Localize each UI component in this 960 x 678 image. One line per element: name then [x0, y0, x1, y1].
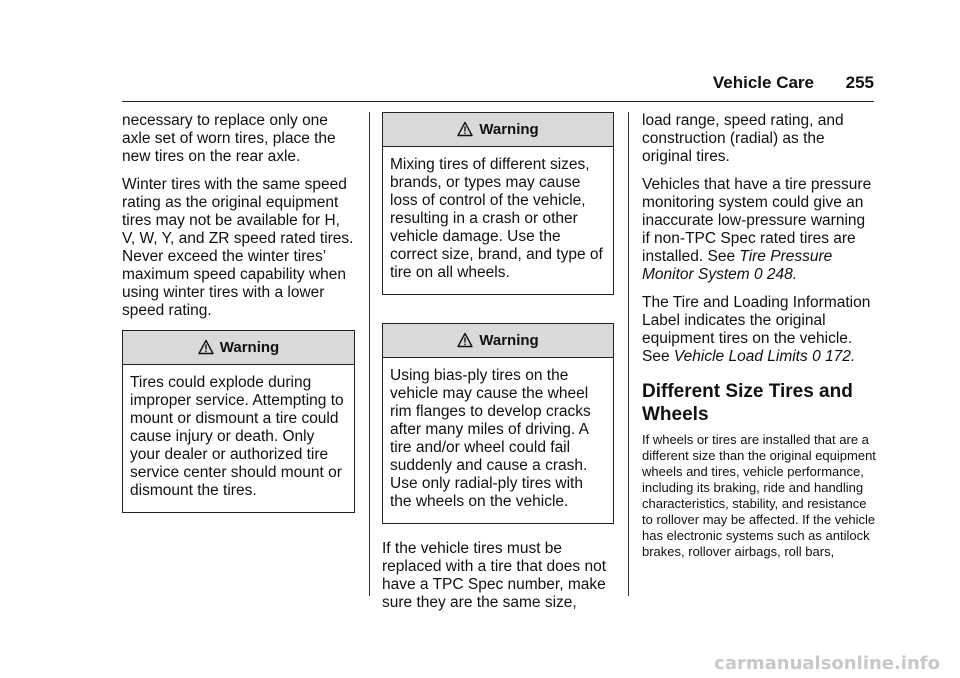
warning-icon	[198, 339, 214, 355]
warning-header	[383, 324, 613, 358]
paragraph	[642, 294, 876, 366]
paragraph: load range, speed rating, and construction (radial) as the original tires.	[642, 112, 844, 165]
column-divider	[369, 112, 370, 596]
column-3	[642, 112, 876, 570]
column-2	[382, 112, 614, 622]
page-header	[122, 73, 874, 101]
section-title: Vehicle Care	[712, 73, 814, 92]
cross-reference-link[interactable]: Tire Pressure Monitor System	[642, 248, 833, 283]
page-number: 255	[845, 73, 874, 92]
section-heading: Different Size Tires and Wheels	[642, 381, 853, 425]
warning-header	[123, 331, 354, 365]
paragraph: If wheels or tires are installed that are a different size than the original equipment wheels and tires, vehicle performance, including its braking, ride and handling characteristics, stability, and resistance to rollover may be affected. If the vehicle has electronic systems such as antilock brakes, rollover airbags, roll bars,	[642, 432, 876, 559]
warning-body	[123, 365, 354, 512]
warning-text: Using bias-ply tires on the vehicle may cause the wheel rim flanges to develop cracks after many miles of driving. A tire and/or wheel could fail suddenly and cause a crash. Use only radial-ply tires with the wheels on the vehicle.	[390, 367, 591, 510]
watermark: carmanualsonline.info	[714, 653, 940, 674]
cross-reference-link[interactable]: Vehicle Load Limits	[673, 348, 808, 365]
warning-label: Warning	[479, 121, 539, 138]
warning-body	[383, 358, 613, 523]
page-reference: 0 248.	[753, 266, 798, 283]
paragraph-text: The Tire and Loading Information Label indicates the original equipment tires on the vehicle. See	[642, 294, 871, 365]
warning-label: Warning	[219, 339, 280, 356]
paragraph: If the vehicle tires must be replaced with a tire that does not have a TPC Spec number, make sure they are the same size,	[382, 540, 607, 611]
warning-label: Warning	[479, 332, 539, 349]
paragraph: Winter tires with the same speed rating as the original equipment tires may not be available for H, V, W, Y, and ZR speed rated tires. Never exceed the winter tires’ maximum speed capability when using winter tires with a lower speed rating.	[122, 176, 354, 319]
header-rule	[122, 101, 874, 102]
paragraph	[642, 176, 876, 284]
paragraph-text: Vehicles that have a tire pressure monitoring system could give an inaccurate low-pressure warning if non-TPC Spec rated tires are installed. See	[642, 176, 872, 265]
warning-box	[382, 112, 614, 295]
warning-icon	[457, 332, 473, 348]
warning-header	[383, 113, 613, 147]
warning-box	[122, 330, 355, 513]
warning-body	[383, 147, 613, 294]
warning-box	[382, 323, 614, 524]
warning-text: Mixing tires of different sizes, brands, or types may cause loss of control of the vehicle, resulting in a crash or other vehicle damage. Use the correct size, brand, and type of tire on all wheels.	[390, 156, 603, 281]
warning-icon	[457, 121, 473, 137]
column-divider	[628, 112, 629, 596]
warning-text: Tires could explode during improper service. Attempting to mount or dismount a tire could cause injury or death. Only your dealer or authorized tire service center should mount or dismount the tires.	[130, 374, 344, 499]
column-1	[122, 112, 355, 513]
page-reference: 0 172.	[812, 348, 856, 365]
paragraph: necessary to replace only one axle set of worn tires, place the new tires on the rear axle.	[122, 112, 336, 165]
